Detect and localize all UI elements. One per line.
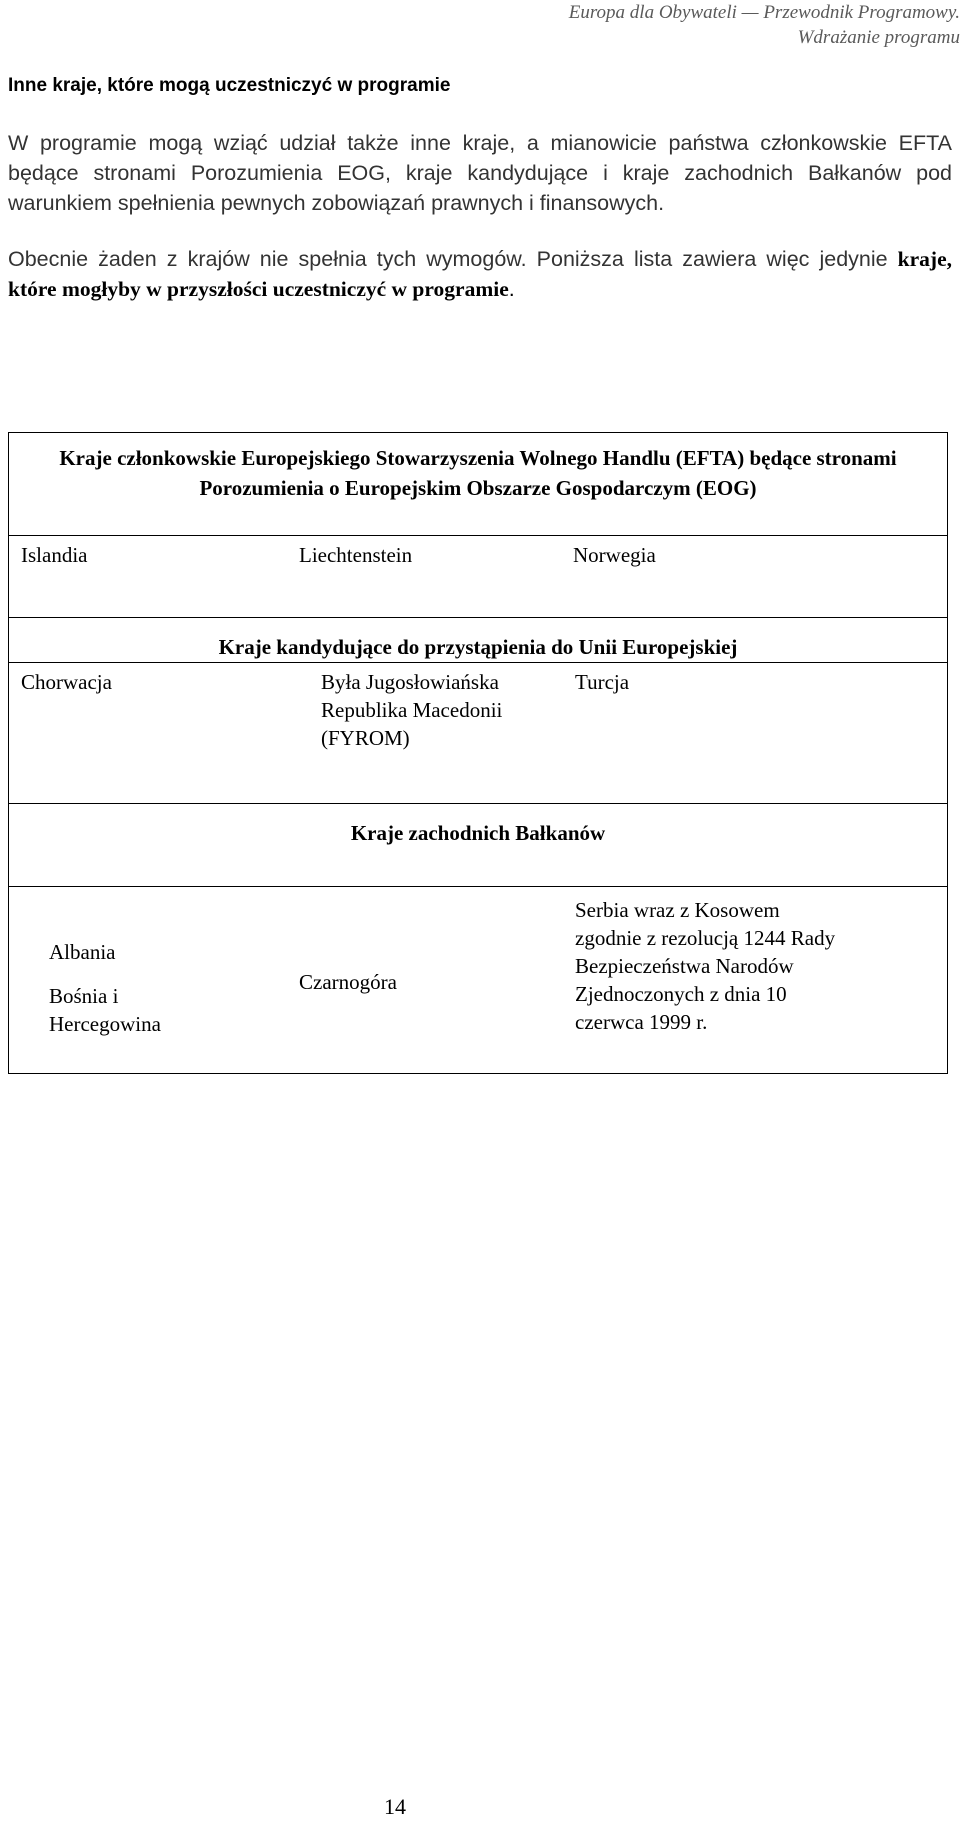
efta-title: Kraje członkowskie Europejskiego Stowarzyszenia Wolnego Handlu (EFTA) będące stronami Porozumienia o Europejskim Obszarze Gospodarczym (EOG) (59, 446, 897, 500)
header-line-1: Europa dla Obywateli — Przewodnik Programowy. (568, 2, 960, 23)
country-norway: Norwegia (573, 543, 656, 567)
paragraph-list-intro-bold: kraje, które mogłyby w przyszłości uczestniczyć w programie (8, 247, 952, 301)
paragraph-intro-text: W programie mogą wziąć udział także inne kraje, a mianowicie państwa członkowskie EFTA będące stronami Porozumienia EOG, kraje kandydujące i kraje zachodnich Bałkanów pod warunkiem spełnienia pewnych zobowiązań prawnych i finansowych. (8, 131, 952, 215)
candidates-table-section (8, 618, 948, 804)
country-turkey: Turcja (575, 670, 630, 694)
country-serbia: Serbia wraz z Kosowem zgodnie z rezolucją 1244 Rady Bezpieczeństwa Narodów Zjednoczonych z dnia 10 czerwca 1999 r. (575, 898, 836, 1034)
country-iceland: Islandia (21, 543, 88, 567)
country-bosnia: Bośnia i Hercegowina (49, 984, 161, 1036)
balkans-title: Kraje zachodnich Bałkanów (350, 821, 606, 845)
candidates-divider (9, 662, 947, 663)
paragraph-list-intro-text: Obecnie żaden z krajów nie spełnia tych wymogów. Poniższa lista zawiera więc jedynie (8, 247, 898, 271)
country-fyrom: Była Jugosłowiańska Republika Macedonii (FYROM) (321, 670, 503, 750)
section-heading: Inne kraje, które mogą uczestniczyć w programie (8, 75, 451, 96)
header-line-2: Wdrażanie programu (797, 27, 960, 48)
efta-table-section (8, 432, 948, 618)
country-albania: Albania (49, 940, 116, 964)
paragraph-list-intro-end: . (508, 277, 515, 301)
country-croatia: Chorwacja (21, 670, 112, 694)
country-liechtenstein: Liechtenstein (299, 543, 413, 567)
running-header (360, 0, 960, 50)
country-montenegro: Czarnogóra (299, 970, 397, 994)
efta-divider (9, 535, 947, 536)
candidates-title: Kraje kandydujące do przystąpienia do Unii Europejskiej (218, 635, 738, 659)
balkans-divider (9, 886, 947, 887)
balkans-table-section (8, 804, 948, 1074)
paragraph-intro (8, 128, 952, 218)
paragraph-list-intro (8, 244, 952, 304)
page-number: 14 (384, 1794, 406, 1819)
